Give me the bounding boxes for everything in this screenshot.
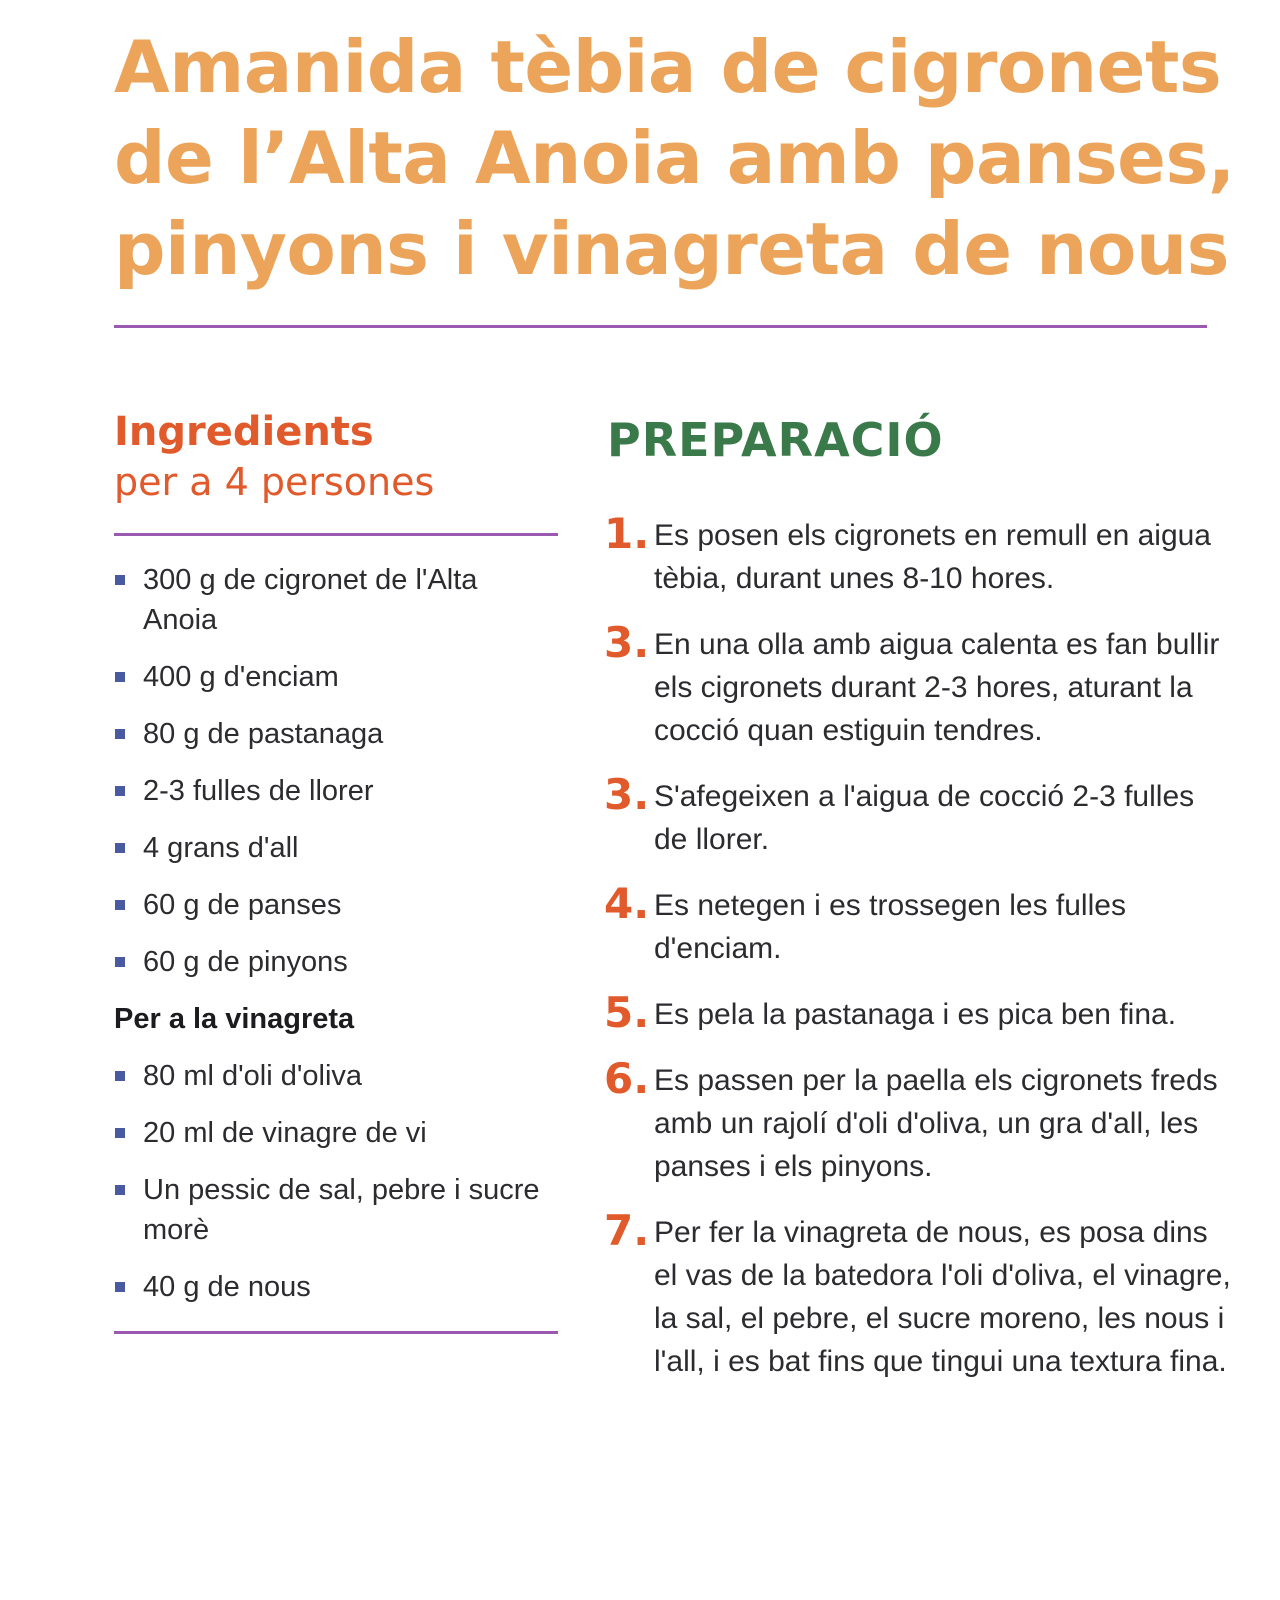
ingredients-bottom-divider [114,1331,558,1334]
square-bullet-icon [115,1128,125,1138]
ingredient-item [114,942,554,982]
square-bullet-icon [115,1071,125,1081]
ingredient-text: 300 g de cigronet de l'Alta Anoia [143,564,478,636]
ingredient-text: 400 g d'enciam [143,661,339,693]
square-bullet-icon [115,900,125,910]
ingredient-text: 20 ml de vinagre de vi [143,1117,427,1149]
step-number: 3. [604,770,650,819]
ingredient-text: Un pessic de sal, pebre i sucre morè [143,1174,540,1246]
square-bullet-icon [115,575,125,585]
recipe-title-line-1: Amanida tèbia de cigronets [114,25,1222,109]
step-item [604,618,1234,752]
ingredient-item [114,771,554,811]
step-item [604,988,1234,1037]
square-bullet-icon [115,957,125,967]
square-bullet-icon [115,1185,125,1195]
ingredient-text: 60 g de pinyons [143,946,348,978]
ingredients-heading: Ingredients [114,409,374,455]
vinaigrette-item [114,1267,554,1307]
ingredient-text: 4 grans d'all [143,832,299,864]
square-bullet-icon [115,843,125,853]
recipe-title-line-3: pinyons i vinagreta de nous [114,207,1229,291]
preparation-heading: PREPARACIÓ [607,413,944,467]
ingredient-item [114,714,554,754]
ingredient-item [114,885,554,925]
step-text: Es pela la pastanaga i es pica ben fina. [654,998,1177,1031]
ingredient-item [114,828,554,868]
step-number: 6. [604,1054,650,1103]
ingredient-item [114,560,554,640]
step-item [604,770,1234,861]
step-text: S'afegeixen a l'aigua de cocció 2-3 fulles de llorer. [654,780,1195,856]
ingredient-item [114,657,554,697]
step-item [604,1206,1234,1383]
step-text: Per fer la vinagreta de nous, es posa dins el vas de la batedora l'oli d'oliva, el vinagre, la sal, el pebre, el sucre moreno, les nous i l'all, i es bat fins que tingui una textura fina. [654,1216,1231,1378]
step-text: Es posen els cigronets en remull en aigua tèbia, durant unes 8-10 hores. [654,519,1211,595]
vinaigrette-heading: Per a la vinagreta [114,1003,355,1035]
ingredients-servings: per a 4 persones [114,460,435,504]
step-number: 1. [604,509,650,558]
ingredient-text: 40 g de nous [143,1271,311,1303]
square-bullet-icon [115,672,125,682]
ingredient-text: 80 g de pastanaga [143,718,384,750]
ingredient-text: 2-3 fulles de llorer [143,775,374,807]
step-item [604,879,1234,970]
step-item [604,509,1234,600]
title-divider [114,325,1207,328]
square-bullet-icon [115,1282,125,1292]
step-number: 5. [604,988,650,1037]
vinaigrette-item [114,1056,554,1096]
step-text: Es passen per la paella els cigronets freds amb un rajolí d'oli d'oliva, un gra d'all, les panses i els pinyons. [654,1064,1218,1183]
step-number: 3. [604,618,650,667]
step-item [604,1054,1234,1188]
square-bullet-icon [115,786,125,796]
square-bullet-icon [115,729,125,739]
step-text: Es netegen i es trossegen les fulles d'enciam. [654,889,1126,965]
recipe-title [114,22,1235,295]
step-number: 7. [604,1206,650,1255]
ingredients-top-divider [114,533,558,536]
vinaigrette-item [114,1170,554,1250]
ingredient-text: 60 g de panses [143,889,342,921]
step-number: 4. [604,879,650,928]
preparation-steps [604,509,1234,1404]
vinaigrette-item [114,1113,554,1153]
ingredients-list [114,560,554,1324]
ingredient-text: 80 ml d'oli d'oliva [143,1060,363,1092]
recipe-title-line-2: de l’Alta Anoia amb panses, [114,116,1235,200]
step-text: En una olla amb aigua calenta es fan bullir els cigronets durant 2-3 hores, aturant la cocció quan estiguin tendres. [654,628,1220,747]
